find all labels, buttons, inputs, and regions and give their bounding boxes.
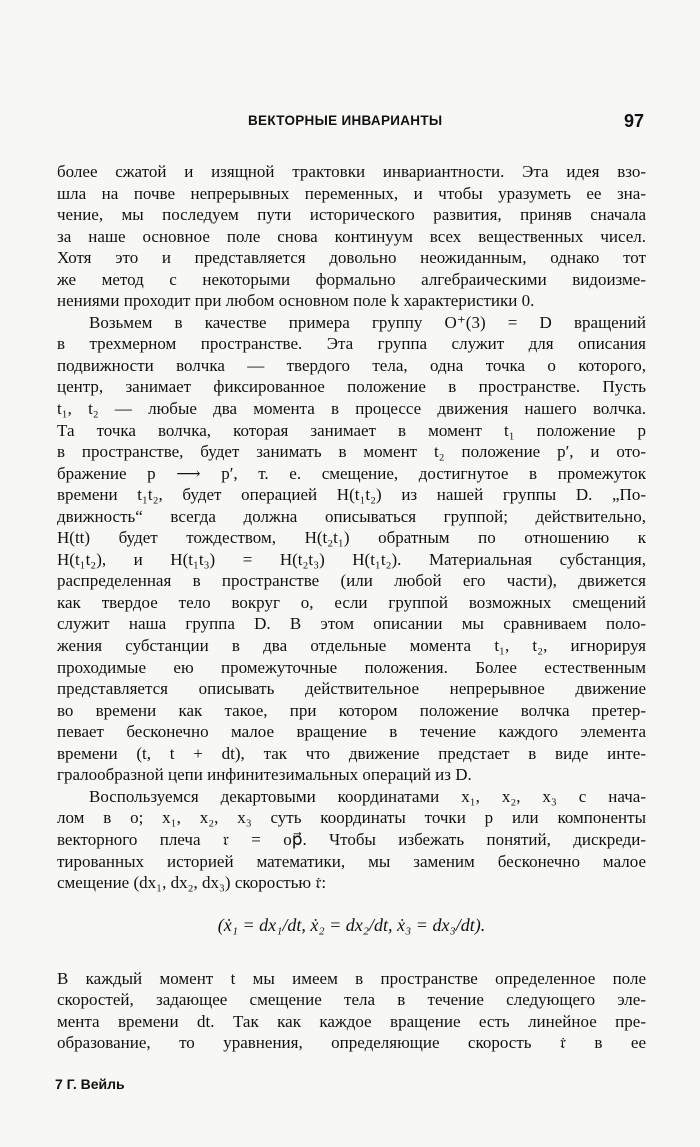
text-line: В каждый момент t мы имеем в пространстве определенное поле: [57, 968, 646, 988]
text-line: времени (t, t + dt), так что движение предстает в виде инте-: [57, 743, 646, 763]
paragraph-4: [57, 968, 646, 1054]
text-line: Воспользуемся декартовыми координатами x₁, x₂, x₃ с нача-: [89, 786, 646, 806]
paragraph-3: [57, 786, 646, 894]
text-line: бражение p ⟶ p′, т. е. смещение, достигнутое в промежуток: [57, 463, 646, 483]
text-line: же метод с некоторыми формально алгебраическими видоизме-: [57, 269, 646, 289]
text-line: движность“ всегда должна описываться группой; действительно,: [57, 506, 646, 526]
spacer: [57, 956, 646, 968]
text-line: более сжатой и изящной трактовки инвариантности. Эта идея взо-: [57, 162, 646, 181]
text-line: как твердое тело вокруг o, если группой возможных смещений: [57, 592, 646, 612]
text-line: проходимые ею промежуточные положения. Более естественным: [57, 657, 646, 677]
signature-mark: 7 Г. Вейль: [55, 1076, 125, 1092]
text-line: Хотя это и представляется довольно неожиданным, однако тот: [57, 248, 646, 268]
page-body: [57, 161, 646, 1054]
text-line: H(t₁t₂), и H(t₁t₃) = H(t₂t₃) H(t₁t₂). Материальная субстанция,: [57, 549, 646, 569]
text-line: во времени как такое, при котором положение волчка претер-: [57, 700, 646, 720]
text-line: тированных историей математики, мы заменим бесконечно малое: [57, 851, 646, 871]
text-line: мента времени dt. Так как каждое вращение есть линейное пре-: [57, 1011, 646, 1031]
text-line: в пространстве, будет занимать в момент t₂ положение p′, и ото-: [57, 442, 646, 462]
text-line: H(tt) будет тождеством, H(t₂t₁) обратным по отношению к: [57, 528, 646, 548]
text-line: распределенная в пространстве (или любой его части), движется: [57, 571, 646, 591]
text-line: нениями проходит при любом основном поле k характеристики 0.: [57, 291, 535, 311]
text-line: в трехмерном пространстве. Эта группа служит для описания: [57, 334, 646, 354]
text-line: центр, занимает фиксированное положение в пространстве. Пусть: [57, 377, 646, 397]
text-line: чение, мы последуем пути исторического развития, приняв сначала: [57, 205, 646, 225]
text-line: образование, то уравнения, определяющие скорость 𝔯̇ в ее: [57, 1033, 646, 1053]
text-line: жения субстанции в два отдельные момента t₁, t₂, игнорируя: [57, 636, 646, 656]
page-number: 97: [624, 111, 645, 131]
text-line: векторного плеча 𝔯 = op⃗. Чтобы избежать понятий, дискреди-: [57, 829, 646, 849]
text-line: служит наша группа D. В этом описании мы сравниваем поло-: [57, 614, 646, 634]
text-line: подвижности волчка — твердого тела, одна точка o которого,: [57, 355, 646, 375]
text-line: гралообразной цепи инфинитезимальных операций из D.: [57, 765, 472, 785]
text-line: представляется описывать действительное непрерывное движение: [57, 679, 646, 699]
text-line: за наше основное поле снова континуум всех вещественных чисел.: [57, 226, 646, 246]
text-line: времени t₁t₂, будет операцией H(t₁t₂) из нашей группы D. „По-: [57, 485, 646, 505]
paragraph-1: [57, 161, 646, 312]
running-head: ВЕКТОРНЫЕ ИНВАРИАНТЫ: [248, 113, 443, 128]
text-line: смещение (dx₁, dx₂, dx₃) скоростью 𝔯̇:: [57, 873, 327, 893]
text-line: скоростей, задающее смещение тела в течение следующего эле-: [57, 990, 646, 1010]
text-line: t₁, t₂ — любые два момента в процессе движения нашего волчка.: [57, 399, 646, 419]
velocity-formula: (ẋ₁ = dx₁/dt, ẋ₂ = dx₂/dt, ẋ₃ = dx₃/dt).: [217, 914, 486, 935]
text-line: шла на почве непрерывных переменных, и чтобы уразуметь ее зна-: [57, 183, 646, 203]
text-line: певает бесконечно малое вращение в течение каждого элемента: [57, 722, 646, 742]
paragraph-2: [57, 312, 646, 786]
text-line: Возьмем в качестве примера группу O⁺(3) = D вращений: [89, 312, 646, 332]
text-line: лом в o; x₁, x₂, x₃ суть координаты точки p или компоненты: [57, 808, 646, 828]
text-line: Та точка волчка, которая занимает в момент t₁ положение p: [57, 420, 646, 440]
